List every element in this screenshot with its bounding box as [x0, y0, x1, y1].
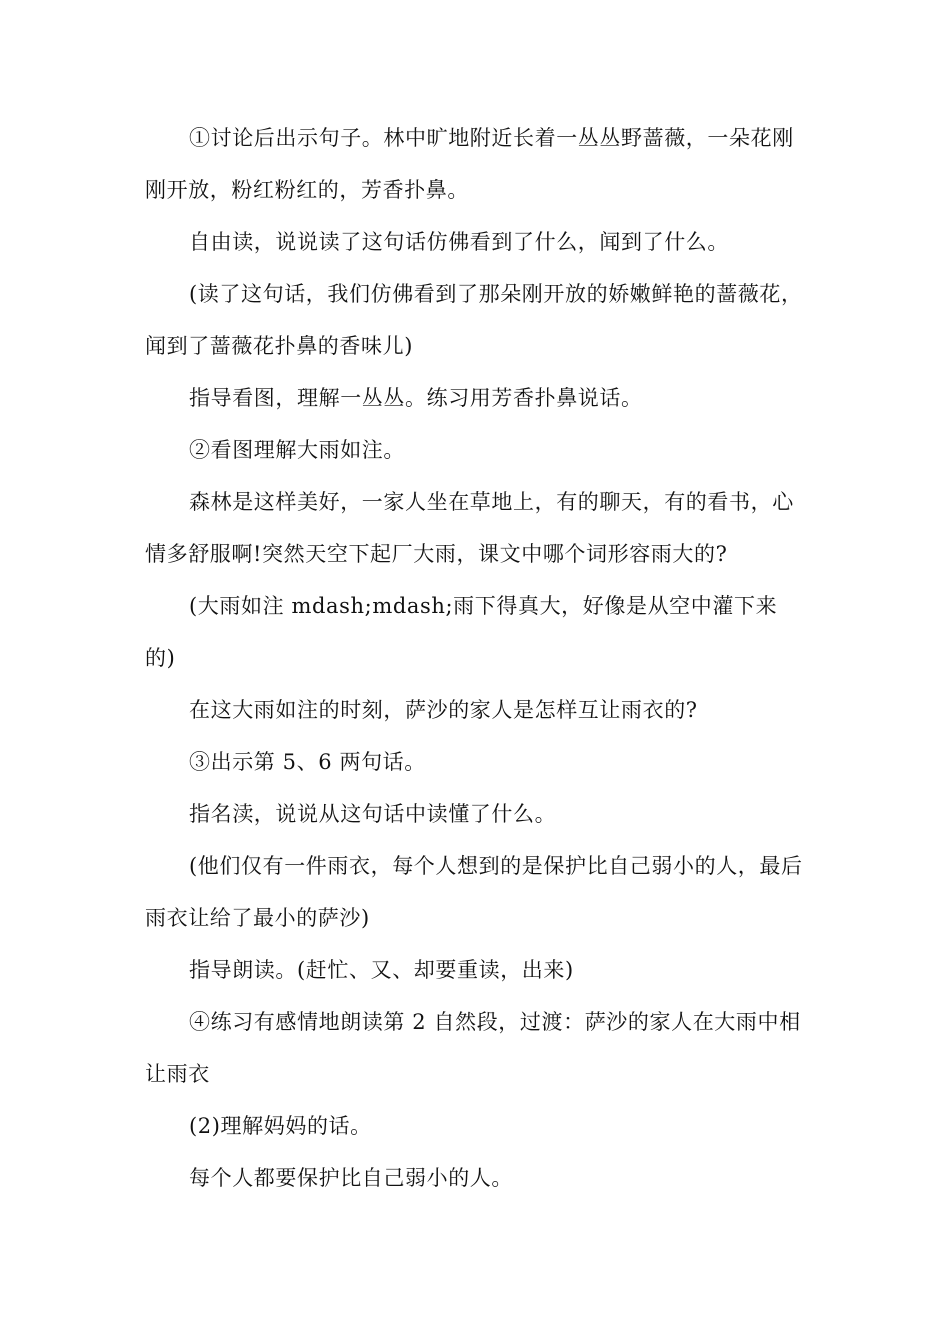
paragraph: ③出示第 5、6 两句话。 [189, 750, 426, 774]
document-body [145, 112, 805, 1204]
paragraph: (他们仅有一件雨衣，每个人想到的是保护比自己弱小的人，最后雨衣让给了最小的萨沙) [145, 854, 803, 930]
paragraph: ①讨论后出示句子。林中旷地附近长着一丛丛野蔷薇，一朵花刚刚开放，粉红粉红的，芳香扑鼻。 [145, 126, 794, 202]
paragraph: (大雨如注 mdash;mdash;雨下得真大，好像是从空中灌下来的) [145, 594, 778, 670]
paragraph: ④练习有感情地朗读第 2 自然段，过渡：萨沙的家人在大雨中相让雨衣 [145, 1010, 801, 1086]
paragraph: 指导看图，理解一丛丛。练习用芳香扑鼻说话。 [189, 386, 643, 410]
paragraph: 指导朗读。(赶忙、又、却要重读，出来) [189, 958, 574, 982]
paragraph: 森林是这样美好，一家人坐在草地上，有的聊天，有的看书，心情多舒服啊!突然天空下起厂大雨，课文中哪个词形容雨大的? [145, 490, 794, 566]
paragraph: 指名渎，说说从这句话中读懂了什么。 [189, 802, 557, 826]
paragraph: ②看图理解大雨如注。 [189, 438, 405, 462]
paragraph: (读了这句话，我们仿佛看到了那朵刚开放的娇嫩鲜艳的蔷薇花，闻到了蔷薇花扑鼻的香味儿) [145, 282, 803, 358]
paragraph: 自由读，说说读了这句话仿佛看到了什么，闻到了什么。 [189, 230, 729, 254]
paragraph: 在这大雨如注的时刻，萨沙的家人是怎样互让雨衣的? [189, 698, 698, 722]
paragraph: (2)理解妈妈的话。 [189, 1114, 372, 1138]
paragraph: 每个人都要保护比自己弱小的人。 [189, 1166, 513, 1190]
